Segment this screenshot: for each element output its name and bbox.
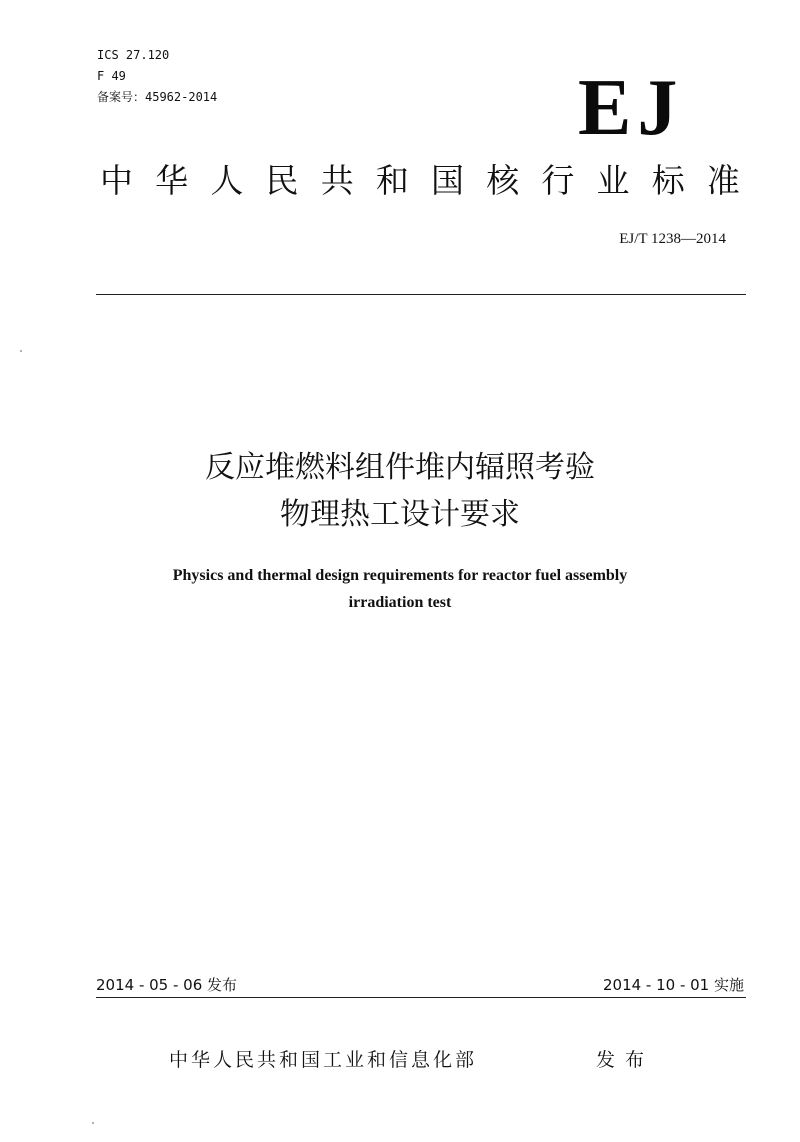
standard-category (100, 161, 740, 201)
chinese-title-line-1: 反应堆燃料组件堆内辐照考验 (205, 450, 595, 485)
category-char: 中 (100, 161, 133, 200)
category-char: 华 (155, 161, 189, 200)
filing-number: 备案号：45962-2014 (97, 90, 218, 104)
publish-label: 发布 (596, 1049, 655, 1071)
category-char: 准 (706, 161, 740, 200)
english-title-line-2: irradiation test (348, 594, 452, 611)
english-title-line-1: Physics and thermal design requirements for reactor fuel assembly (172, 567, 628, 584)
category-char: 共 (320, 161, 354, 200)
scan-speck (20, 350, 22, 352)
category-char: 国 (431, 161, 465, 200)
chinese-title-line-2: 物理热工设计要求 (280, 497, 520, 532)
category-char: 人 (210, 161, 244, 200)
standard-number: EJ/T 1238—2014 (619, 231, 726, 247)
header-divider (96, 294, 746, 295)
category-char: 核 (486, 161, 520, 200)
category-char: 标 (651, 161, 685, 200)
category-char: 和 (375, 161, 409, 200)
category-char: 民 (265, 161, 299, 200)
footer-divider (96, 997, 746, 998)
ics-code: ICS 27.120 (97, 48, 170, 62)
category-char: 行 (541, 161, 575, 200)
implementation-date: 2014 - 10 - 01 实施 (602, 976, 744, 994)
ej-logo: EJ (578, 64, 684, 152)
scan-speck (92, 1122, 94, 1124)
issuing-authority: 中华人民共和国工业和信息化部 (169, 1049, 478, 1071)
category-char: 业 (596, 161, 630, 200)
issue-date: 2014 - 05 - 06 发布 (96, 976, 238, 994)
ccs-code: F 49 (97, 69, 126, 83)
